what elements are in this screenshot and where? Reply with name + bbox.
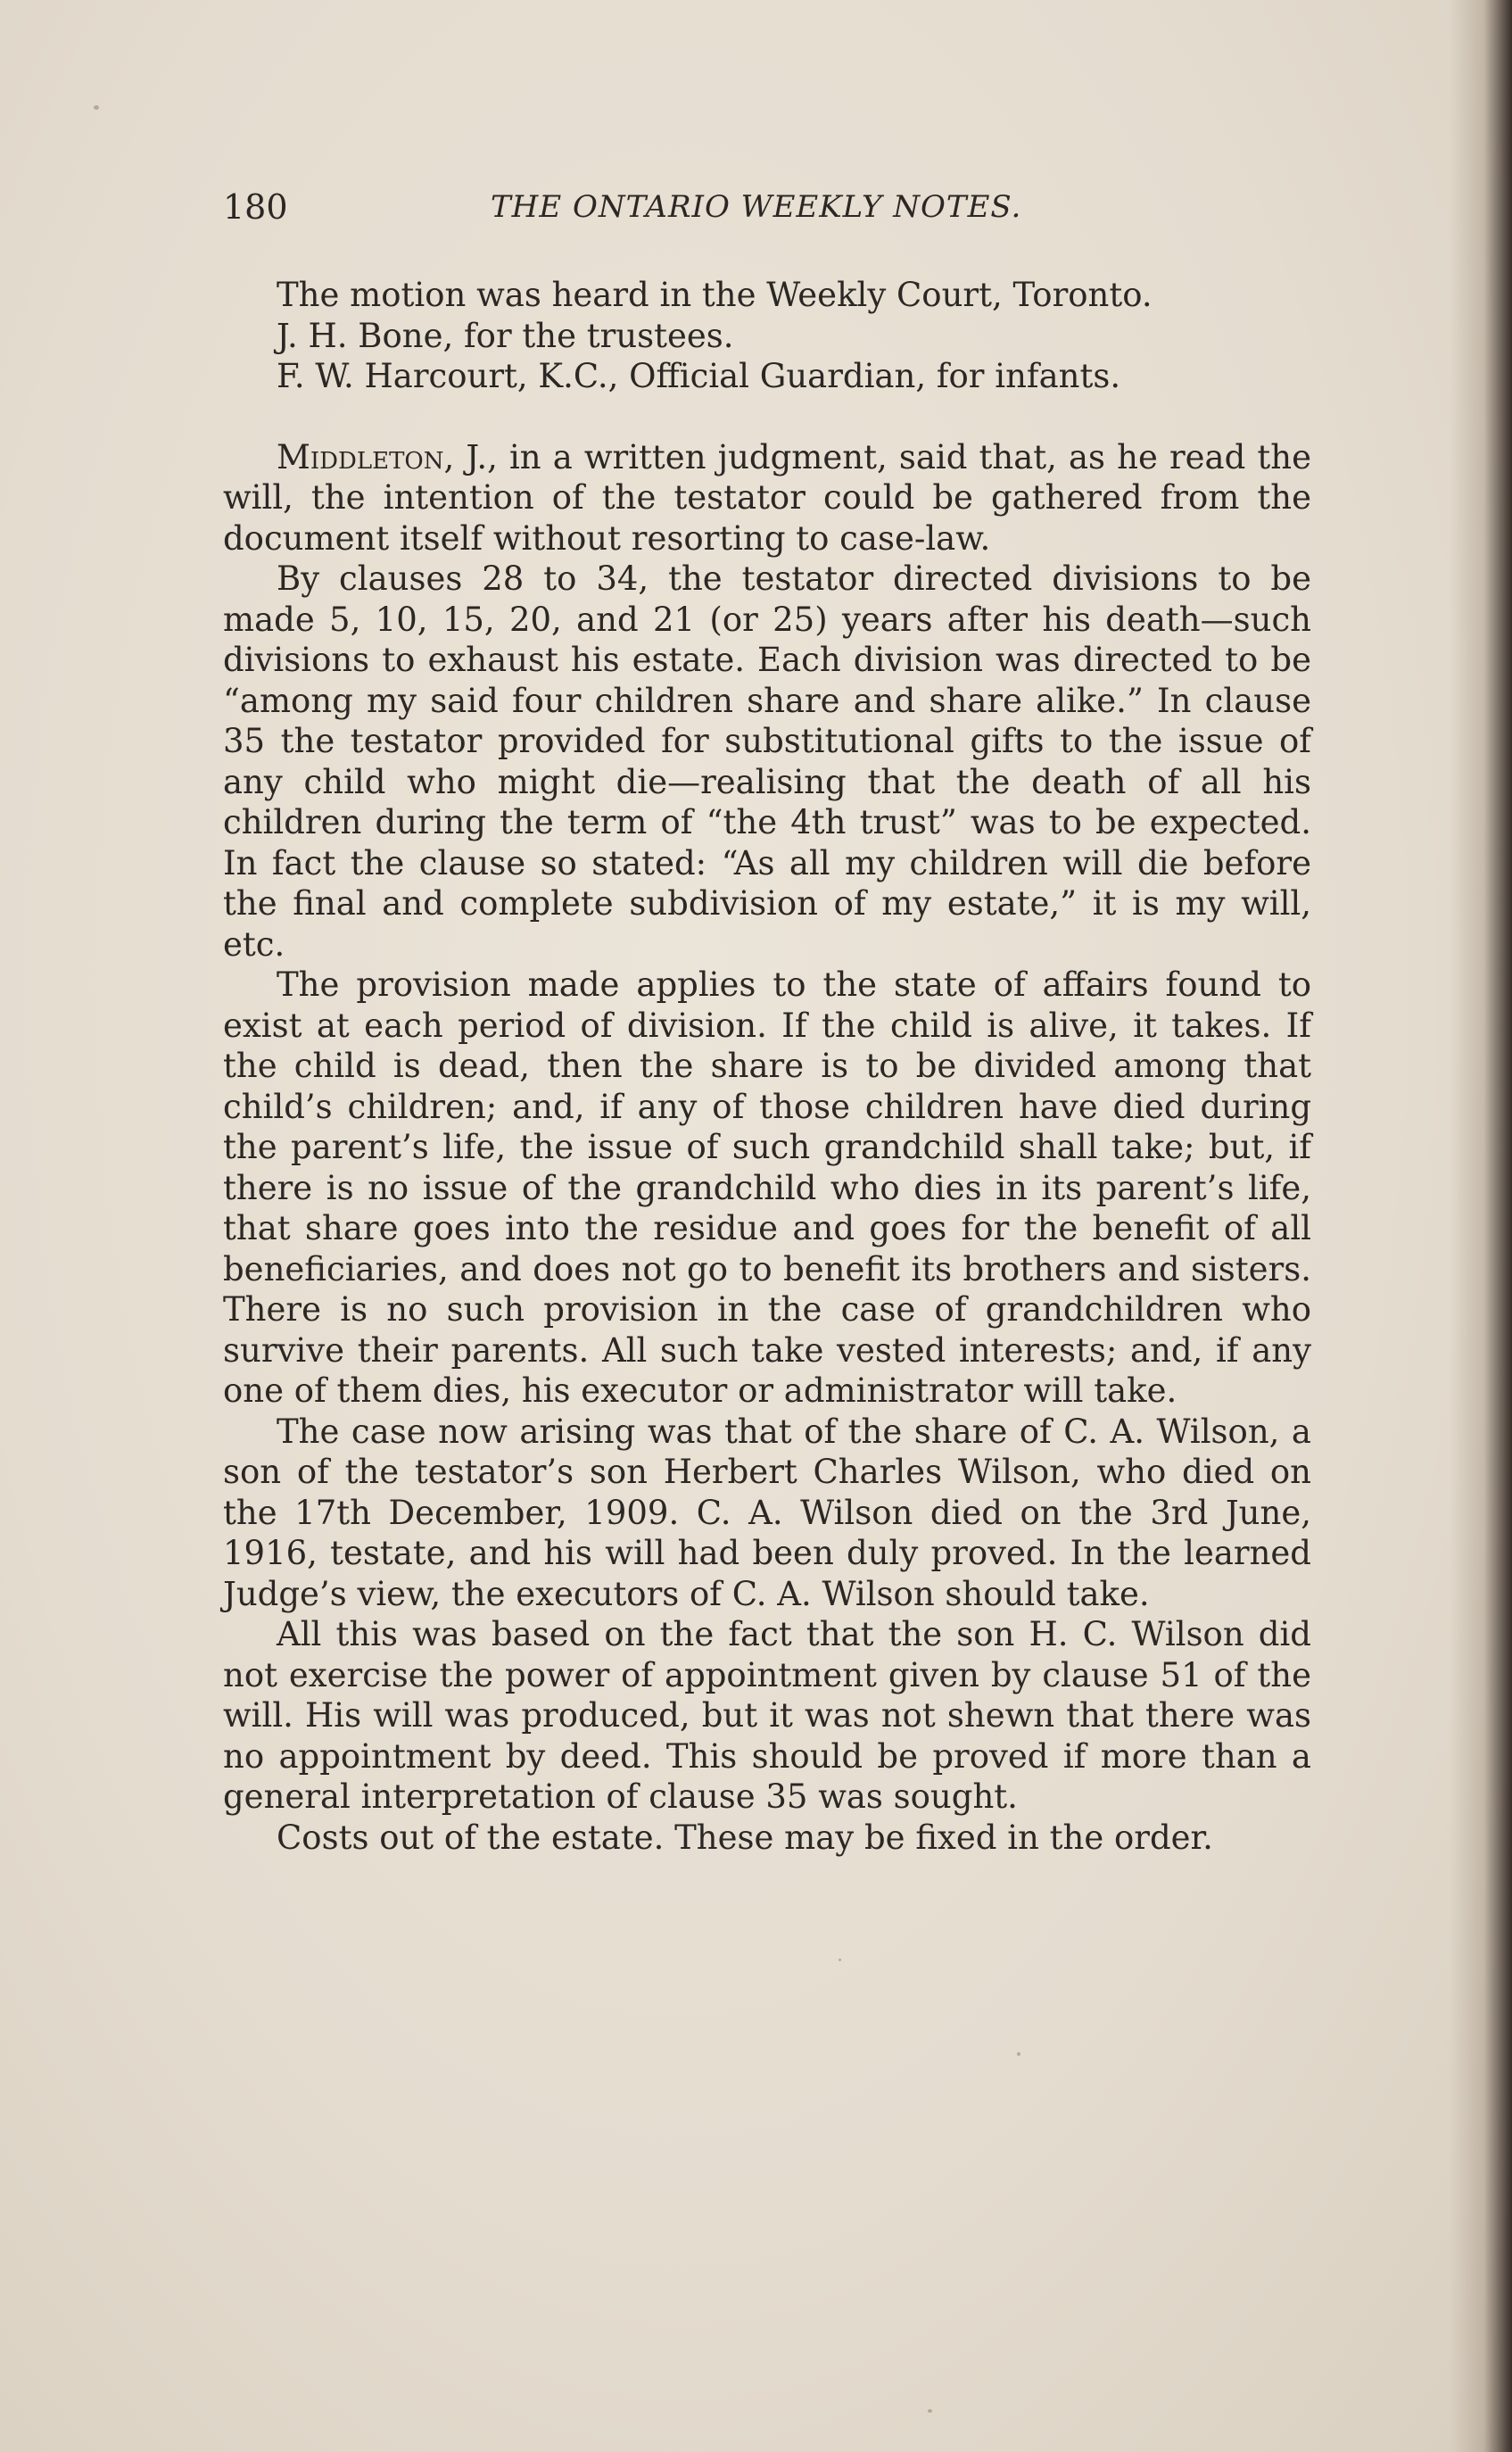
judgment-opening-paragraph	[223, 437, 1311, 559]
counsel-line: F. W. Harcourt, K.C., Official Guardian, for infants.	[277, 357, 1121, 395]
section-gap	[223, 397, 1311, 437]
judge-name: Middleton	[277, 437, 444, 476]
judgment-paragraph: The case now arising was that of the share of C. A. Wilson, a son of the testator’s son Herbert Charles Wilson, who died on the 17th December, 1909. C. A. Wilson died on the 3rd June, 1916, testate, and his will had been duly proved. In the learned Judge’s view, the executors of C. A. Wilson should take.	[223, 1412, 1311, 1613]
paper-speck	[928, 2409, 932, 2413]
counsel-line: The motion was heard in the Weekly Court, Toronto.	[277, 276, 1153, 314]
judgment-paragraph: The provision made applies to the state of affairs found to exist at each period of division. If the child is alive, it takes. If the child is dead, then the share is to be divided among that child’s children; and, if any of those children have died during the parent’s life, the issue of such grandchild shall take; but, if there is no issue of the grandchild who dies in its parent’s life, that share goes into the residue and goes for the benefit of all beneficiaries, and does not go to benefit its brothers and sisters. There is no such provision in the case of grandchildren who survive their parents. All such take vested interests; and, if any one of them dies, his executor or administrator will take.	[223, 965, 1311, 1410]
paper-speck	[1017, 2052, 1020, 2056]
judgment-paragraph: All this was based on the fact that the son H. C. Wilson did not exercise the power of appointment given by clause 51 of the will. His will was produced, but it was not shewn that there was no appointment by deed. This should be proved if more than a general interpretation of clause 35 was sought.	[223, 1615, 1311, 1816]
running-head: THE ONTARIO WEEKLY NOTES.	[491, 189, 1022, 225]
counsel-line: J. H. Bone, for the trustees.	[277, 316, 734, 355]
paper-speck	[94, 105, 99, 110]
judgment-paragraph: By clauses 28 to 34, the testator directed divisions to be made 5, 10, 15, 20, and 21 (or 25) years after his death—such divisions to exhaust his estate. Each division was directed to be “among my said four children share and share alike.” In clause 35 the testator provided for substitutional gifts to the issue of any child who might die—realising that the death of all his children during the term of “the 4th trust” was to be expected. In fact the clause so stated: “As all my children will die before the final and complete subdivision of my estate,” it is my will, etc.	[223, 559, 1311, 964]
page-header	[223, 187, 1320, 241]
judgment-opening-text: , J., in a written judgment, said that, as he read the will, the intention of the testator could be gathered from the document itself without resorting to case-law.	[223, 437, 1311, 558]
page-number: 180	[223, 187, 288, 227]
page-body	[223, 275, 1311, 1858]
paper-speck	[839, 1959, 841, 1961]
judgment-paragraph: Costs out of the estate. These may be fixed in the order.	[277, 1818, 1213, 1857]
page-edge-shadow	[1450, 0, 1512, 2452]
